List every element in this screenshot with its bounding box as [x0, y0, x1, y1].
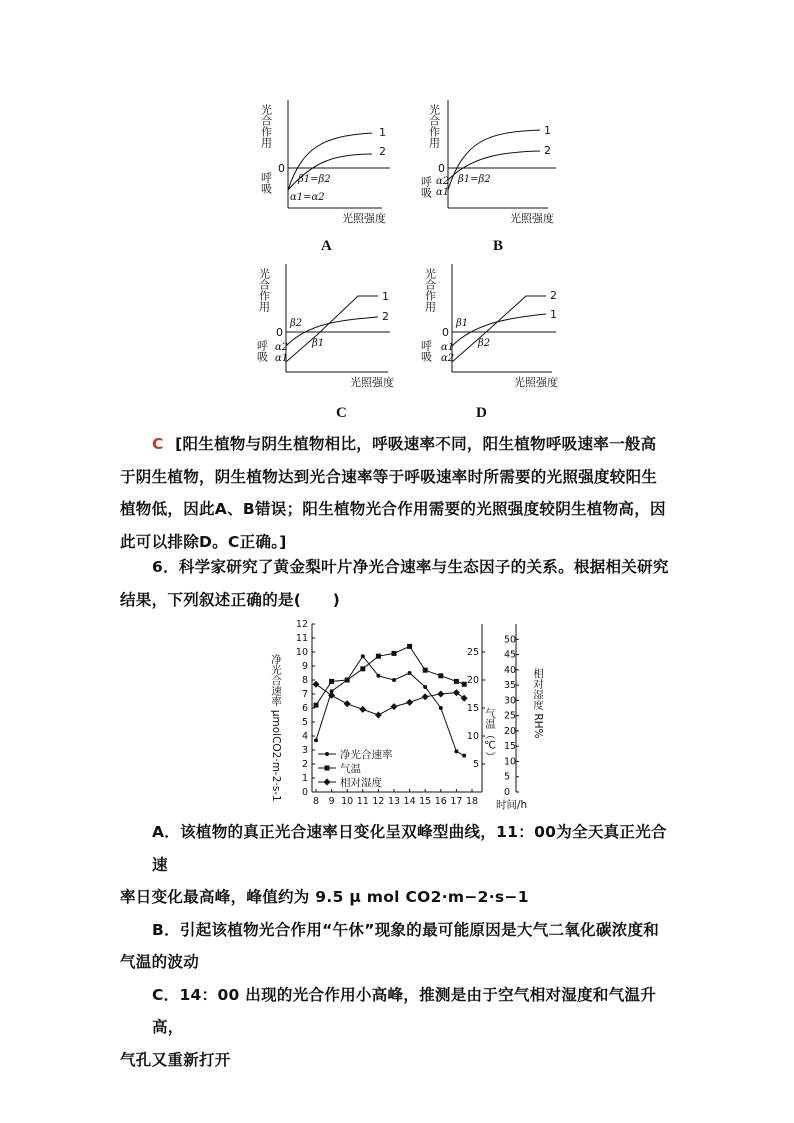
x-tick-label: 14 [403, 796, 416, 807]
left-tick-label: 0 [301, 787, 308, 798]
data-point-diamond [453, 689, 460, 696]
x-axis-title: 时间/h [496, 799, 528, 811]
data-point-diamond [375, 712, 382, 719]
beta-note: β1=β2 [298, 174, 331, 185]
curve-2-label: 2 [379, 145, 386, 158]
data-point-diamond [461, 695, 468, 702]
data-point-square [462, 682, 467, 687]
legend-rate: 净光合速率 [340, 749, 393, 761]
left-tick-label: 7 [301, 689, 308, 700]
left-tick-label: 3 [301, 745, 308, 756]
right-tick-label: 10 [504, 756, 517, 768]
curve-2-label: 2 [544, 144, 551, 157]
alpha1-label: α1 [275, 353, 289, 364]
data-point-diamond [313, 681, 320, 688]
figure-a-caption: A [321, 238, 332, 254]
left-tick-label: 11 [295, 633, 308, 644]
right-axis-title: 相对湿度 RH% [532, 668, 544, 739]
x-tick-label: 8 [312, 796, 320, 807]
figure-b-caption: B [493, 238, 504, 254]
y-axis-bottom-label: 呼吸 [419, 340, 433, 362]
x-axis-label: 光照强度 [342, 212, 386, 225]
legend-marker-humidity [324, 779, 331, 786]
y-axis-top-label: 光合作用 [259, 104, 273, 148]
right-tick-label: 40 [504, 664, 517, 676]
left-tick-label: 4 [301, 731, 308, 742]
x-tick-label: 11 [356, 796, 369, 807]
alpha1-label: α1 [441, 342, 455, 353]
x-axis-label: 光照强度 [350, 376, 394, 389]
left-tick-label: 10 [295, 647, 308, 658]
zero-label: 0 [278, 162, 285, 175]
option-c-line-1: C．14：00 出现的光合作用小高峰，推测是由于空气相对湿度和气温升高， [152, 985, 657, 1036]
right-tick-label: 25 [504, 710, 517, 722]
zero-label: 0 [442, 326, 449, 339]
data-point-circle [392, 678, 396, 682]
x-tick-label: 15 [419, 796, 432, 807]
right-tick-label: 30 [504, 695, 517, 707]
answer-text-1: [阳生植物与阴生植物相比，呼吸速率不同，阳生植物呼吸速率一般高 [175, 435, 657, 453]
curve-2-label: 2 [382, 310, 389, 323]
curve-1-label: 1 [550, 308, 557, 321]
mid-tick-label: 15 [466, 703, 479, 714]
legend-marker-rate [325, 752, 329, 756]
options [120, 816, 680, 1076]
data-point-circle [314, 738, 318, 742]
data-point-square [423, 668, 428, 673]
option-c-line-2: 气孔又重新打开 [120, 1050, 231, 1069]
alpha1-label: α1 [436, 187, 450, 198]
legend-marker-temp [325, 766, 330, 771]
data-point-circle [408, 671, 412, 675]
x-tick-label: 13 [387, 796, 401, 807]
figure-d [419, 262, 572, 392]
mid-tick-label: 5 [472, 759, 479, 770]
data-point-circle [361, 654, 365, 658]
alpha2-label: α2 [441, 353, 455, 364]
x-tick-label: 18 [465, 796, 479, 807]
data-point-square [314, 703, 319, 708]
x-axis-label: 光照强度 [514, 376, 558, 389]
right-tick-label: 15 [504, 741, 517, 753]
data-point-square [329, 679, 334, 684]
zero-label: 0 [276, 326, 283, 339]
question-line-2: 结果，下列叙述正确的是( ) [120, 590, 341, 609]
right-tick-label: 35 [504, 680, 517, 692]
data-point-square [345, 678, 350, 683]
data-point-circle [454, 749, 458, 753]
data-point-diamond [359, 706, 366, 713]
option-b-line-1: B．引起该植物光合作用“午休”现象的最可能原因是大气二氧化碳浓度和 [152, 920, 660, 939]
option-b-line-2: 气温的波动 [120, 953, 200, 971]
data-point-square [392, 651, 397, 656]
figure-a [259, 98, 402, 228]
y-axis-bottom-label: 呼吸 [255, 340, 269, 362]
data-point-circle [376, 674, 380, 678]
curve-2 [452, 296, 546, 362]
data-point-square [454, 679, 459, 684]
left-tick-label: 2 [301, 759, 308, 770]
data-point-diamond [391, 703, 398, 710]
answer-explanation [120, 428, 680, 558]
figure-c-caption: C [336, 405, 347, 421]
right-tick-label: 20 [504, 725, 517, 737]
x-axis-label: 光照强度 [510, 212, 554, 225]
curve-1-label: 1 [382, 290, 389, 303]
legend-temp: 气温 [340, 763, 361, 775]
right-tick-label: 0 [504, 787, 511, 798]
answer-line-1 [120, 428, 680, 461]
x-tick-label: 16 [434, 796, 447, 807]
figure-d-caption: D [476, 405, 487, 421]
left-tick-label: 6 [301, 703, 308, 714]
left-tick-label: 1 [301, 773, 308, 784]
y-axis-bottom-label: 呼吸 [259, 172, 273, 194]
zero-label: 0 [438, 162, 445, 175]
beta2-label: β2 [478, 338, 491, 349]
mid-tick-label: 25 [466, 647, 479, 658]
x-tick-label: 12 [372, 796, 385, 807]
mid-axis-title: 气温（℃） [484, 708, 496, 762]
right-tick-label: 50 [504, 634, 517, 646]
question-line-1: 6．科学家研究了黄金梨叶片净光合速率与生态因子的关系。根据相关研究 [152, 558, 669, 576]
y-axis-bottom-label: 呼吸 [419, 176, 433, 198]
left-tick-label: 8 [301, 675, 308, 686]
answer-line-2: 于阴生植物，阴生植物达到光合速率等于呼吸速率时所需要的光照强度较阳生 [120, 467, 658, 486]
data-point-circle [423, 685, 427, 689]
x-tick-label: 10 [341, 796, 354, 807]
alpha-note: α1=α2 [290, 192, 325, 203]
y-axis-top-label: 光合作用 [427, 104, 441, 148]
legend [318, 748, 393, 789]
data-point-circle [462, 754, 466, 758]
figure-c [255, 262, 408, 392]
photosynthesis-chart [270, 618, 550, 818]
beta-note: β1=β2 [458, 174, 491, 185]
data-point-circle [439, 706, 443, 710]
right-tick-label: 45 [504, 649, 517, 661]
data-point-square [438, 673, 443, 678]
data-point-square [407, 644, 412, 649]
y-axis-top-label: 光合作用 [423, 268, 437, 312]
option-a-line-2: 率日变化最高峰，峰值约为 9.5 μ mol CO2·m−2·s−1 [120, 888, 529, 906]
left-tick-label: 9 [301, 661, 308, 672]
legend-humidity: 相对湿度 [340, 777, 382, 789]
left-tick-label: 5 [301, 717, 308, 728]
answer-line-3: 植物低，因此A、B错误；阳生植物光合作用需要的光照强度较阴生植物高，因 [120, 500, 666, 518]
data-point-diamond [422, 693, 429, 700]
curve-1-label: 1 [544, 124, 551, 137]
x-tick-label: 9 [328, 796, 335, 807]
alpha2-label: α2 [436, 176, 450, 187]
answer-letter: C [152, 435, 164, 453]
option-a-line-1: A．该植物的真正光合速率日变化呈双峰型曲线，11：00为全天真正光合速 [152, 823, 667, 874]
right-tick-label: 5 [504, 771, 511, 783]
beta1-label: β1 [312, 338, 325, 349]
beta1-label: β1 [456, 318, 469, 329]
figure-b [419, 98, 568, 228]
mid-tick-label: 20 [466, 675, 479, 686]
data-point-diamond [437, 691, 444, 698]
curve-1-label: 1 [379, 126, 386, 139]
alpha2-label: α2 [275, 342, 289, 353]
data-point-diamond [406, 699, 413, 706]
mid-tick-label: 10 [466, 731, 479, 742]
question-6 [120, 551, 680, 616]
series-line-circle [316, 656, 464, 755]
data-point-diamond [344, 700, 351, 707]
left-axis-title: 净光合速率 μmolCO2·m-2·s-1 [270, 654, 282, 802]
answer-line-4: 此可以排除D。C正确。] [120, 532, 287, 551]
data-point-square [360, 666, 365, 671]
y-axis-top-label: 光合作用 [257, 268, 271, 312]
curve-1 [286, 296, 378, 362]
x-tick-label: 17 [450, 796, 463, 807]
curve-2-label: 2 [550, 289, 557, 302]
left-tick-label: 12 [295, 619, 308, 630]
data-point-square [376, 654, 381, 659]
beta2-label: β2 [290, 318, 303, 329]
